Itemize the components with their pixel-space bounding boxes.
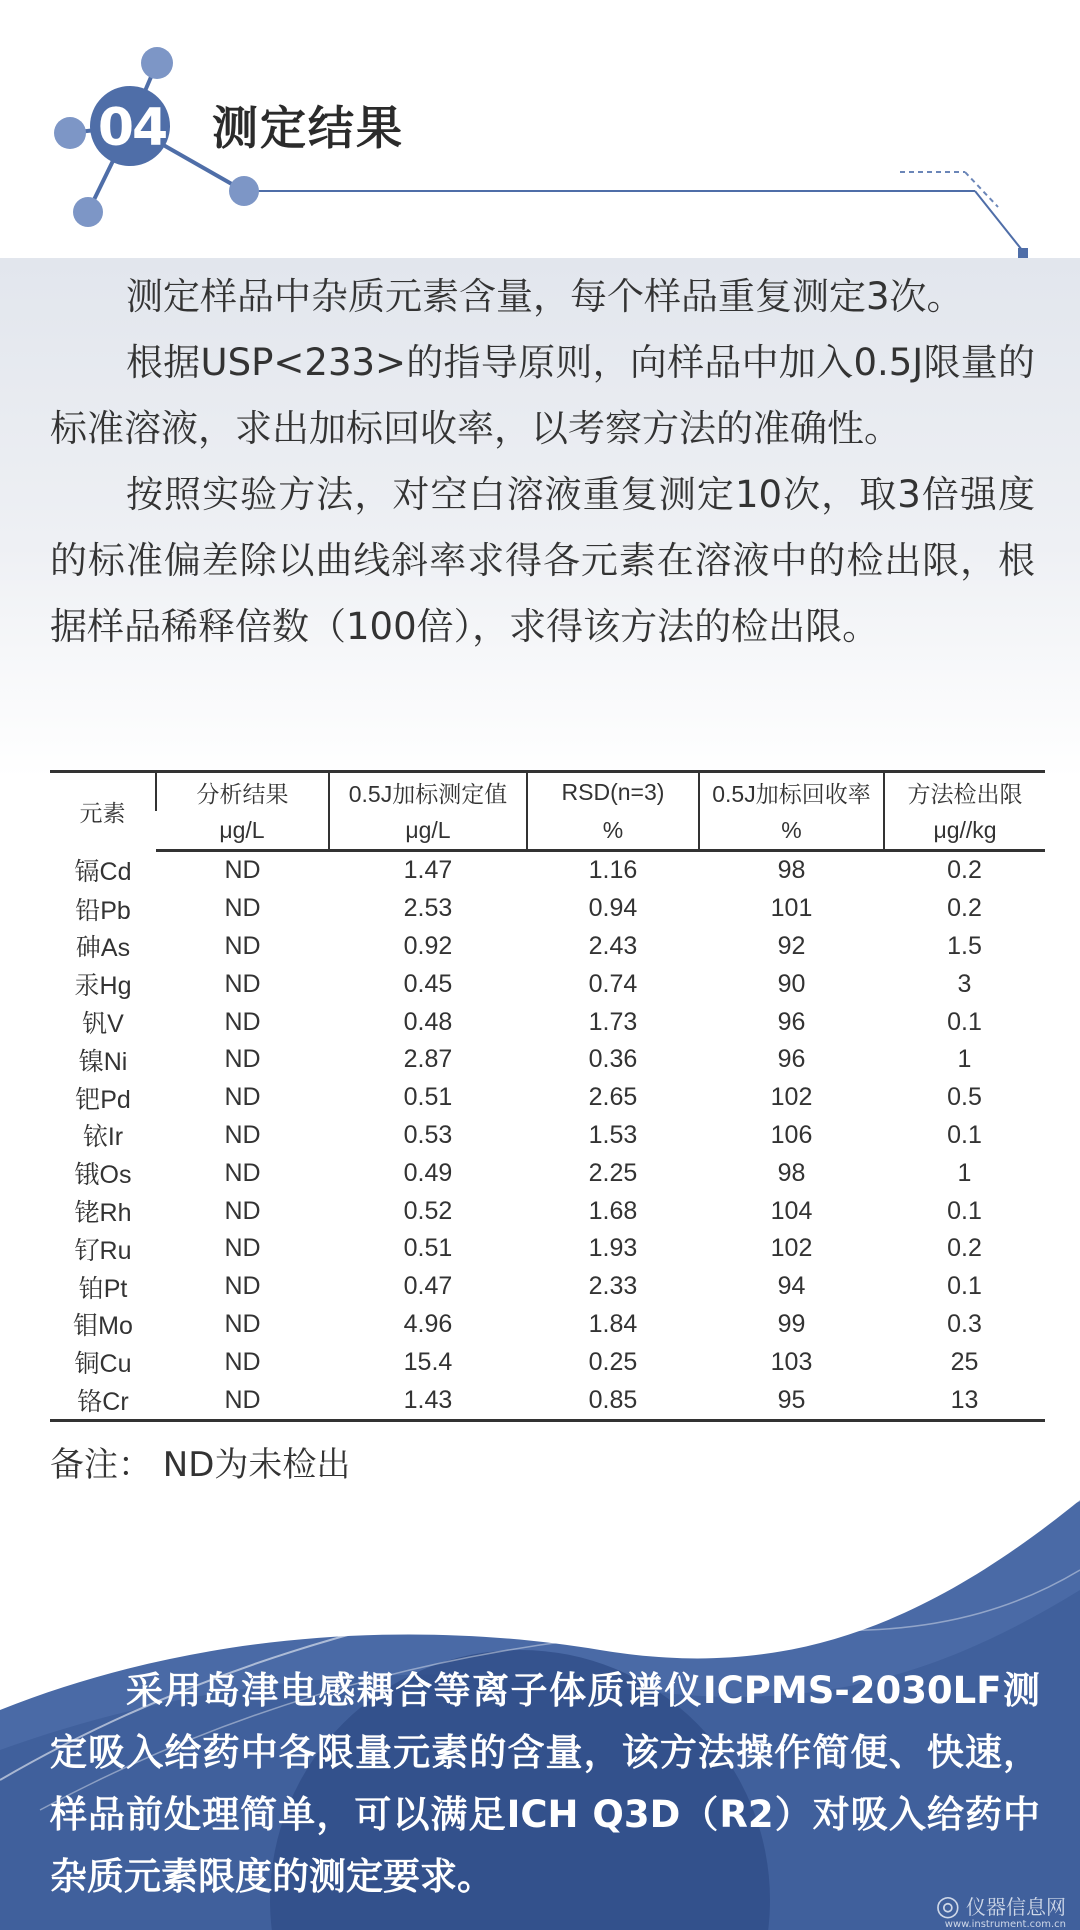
cell-element: 铱Ir <box>82 1123 124 1152</box>
table-row <box>50 928 1045 966</box>
section-title: 测定结果 <box>212 101 404 155</box>
cell-analysis-result: ND <box>224 856 261 885</box>
cell-rsd: 2.33 <box>588 1272 638 1301</box>
unit-rsd: % <box>527 811 699 851</box>
cell-rsd: 1.93 <box>588 1234 638 1263</box>
header-element: 元素 <box>50 772 156 851</box>
cell-detection-limit: 0.1 <box>947 1272 982 1301</box>
cell-recovery: 94 <box>777 1272 806 1301</box>
cell-detection-limit: 0.1 <box>947 1120 982 1149</box>
cell-rsd: 0.36 <box>588 1045 638 1074</box>
watermark-url: www.instrument.com.cn <box>944 1919 1066 1930</box>
unit-detection-limit: μg//kg <box>884 811 1045 851</box>
cell-detection-limit: 1 <box>957 1045 972 1074</box>
cell-analysis-result: ND <box>224 931 261 960</box>
cell-rsd: 1.68 <box>588 1196 638 1225</box>
table-row <box>50 1381 1045 1420</box>
cell-recovery: 103 <box>770 1347 813 1376</box>
cell-spiked-value: 0.51 <box>403 1083 453 1112</box>
cell-element: 汞Hg <box>74 972 132 1001</box>
unit-recovery: % <box>699 811 884 851</box>
cell-rsd: 1.53 <box>588 1120 638 1149</box>
cell-detection-limit: 1.5 <box>947 931 982 960</box>
header-analysis-result: 分析结果 <box>156 772 329 812</box>
cell-detection-limit: 13 <box>884 1381 1045 1420</box>
cell-element: 锇Os <box>74 1161 132 1190</box>
cell-rsd: 0.94 <box>588 894 638 923</box>
header-detection-limit: 方法检出限 <box>884 772 1045 812</box>
cell-element: 铬Cr <box>50 1381 156 1420</box>
table-row <box>50 1003 1045 1041</box>
cell-recovery: 98 <box>777 856 806 885</box>
cell-detection-limit: 25 <box>950 1347 979 1376</box>
cell-spiked-value: 0.49 <box>403 1158 453 1187</box>
cell-recovery: 99 <box>777 1309 806 1338</box>
cell-analysis-result: ND <box>224 969 261 998</box>
cell-analysis-result: ND <box>224 894 261 923</box>
cell-analysis-result: ND <box>156 1381 329 1420</box>
header-rsd: RSD(n=3) <box>527 772 699 812</box>
intro-paragraph: 按照实验方法，对空白溶液重复测定10次，取3倍强度的标准偏差除以曲线斜率求得各元素在溶液中的检出限，根据样品稀释倍数（100倍），求得该方法的检出限。 <box>50 473 1035 648</box>
cell-element: 铅Pb <box>75 896 131 925</box>
table-row <box>50 1343 1045 1381</box>
cell-recovery: 92 <box>777 931 806 960</box>
section-number: 04 <box>97 98 167 158</box>
cell-element: 钌Ru <box>74 1236 132 1265</box>
cell-detection-limit: 0.3 <box>947 1309 982 1338</box>
cell-spiked-value: 15.4 <box>403 1347 453 1376</box>
cell-rsd: 1.84 <box>588 1309 638 1338</box>
cell-recovery: 96 <box>777 1007 806 1036</box>
table-row <box>50 1268 1045 1306</box>
cell-rsd: 2.25 <box>588 1158 638 1187</box>
cell-element: 钒V <box>82 1010 124 1039</box>
cell-detection-limit: 0.2 <box>947 856 982 885</box>
cell-recovery: 104 <box>770 1196 813 1225</box>
cell-recovery: 102 <box>770 1234 813 1263</box>
cell-element: 镉Cd <box>74 858 132 887</box>
cell-element: 砷As <box>75 934 131 963</box>
table-row <box>50 1041 1045 1079</box>
unit-analysis-result: μg/L <box>156 811 329 851</box>
cell-spiked-value: 0.47 <box>403 1272 453 1301</box>
watermark <box>935 1889 1066 1930</box>
cell-rsd: 1.16 <box>588 856 638 885</box>
cell-detection-limit: 0.5 <box>947 1083 982 1112</box>
table-row <box>50 965 1045 1003</box>
table-body <box>50 851 1045 1421</box>
cell-detection-limit: 0.2 <box>947 1234 982 1263</box>
cell-recovery: 106 <box>770 1120 813 1149</box>
cell-analysis-result: ND <box>224 1158 261 1187</box>
cell-spiked-value: 0.92 <box>403 931 453 960</box>
cell-analysis-result: ND <box>224 1007 261 1036</box>
cell-rsd: 1.73 <box>588 1007 638 1036</box>
table-row <box>50 890 1045 928</box>
header-spiked-value: 0.5J加标测定值 <box>329 772 527 812</box>
cell-analysis-result: ND <box>224 1045 261 1074</box>
cell-analysis-result: ND <box>224 1120 261 1149</box>
cell-recovery: 90 <box>777 969 806 998</box>
table-note: 备注： ND为未检出 <box>50 1445 351 1485</box>
section-header <box>0 0 1080 258</box>
cell-detection-limit: 0.1 <box>947 1007 982 1036</box>
cell-recovery: 95 <box>699 1381 884 1420</box>
table-row <box>50 1192 1045 1230</box>
cell-recovery: 98 <box>777 1158 806 1187</box>
cell-analysis-result: ND <box>224 1272 261 1301</box>
cell-element: 铑Rh <box>74 1199 132 1228</box>
cell-rsd: 0.74 <box>588 969 638 998</box>
cell-spiked-value: 1.47 <box>403 856 453 885</box>
cell-rsd: 2.43 <box>588 931 638 960</box>
watermark-name: 仪器信息网 <box>966 1895 1066 1919</box>
cell-rsd: 2.65 <box>588 1083 638 1112</box>
cell-analysis-result: ND <box>224 1309 261 1338</box>
table-row <box>50 1154 1045 1192</box>
header-recovery: 0.5J加标回收率 <box>699 772 884 812</box>
cell-recovery: 102 <box>770 1083 813 1112</box>
cell-spiked-value: 0.45 <box>403 969 453 998</box>
cell-analysis-result: ND <box>224 1347 261 1376</box>
cell-spiked-value: 1.43 <box>329 1381 527 1420</box>
cell-element: 铜Cu <box>74 1350 132 1379</box>
cell-rsd: 0.85 <box>527 1381 699 1420</box>
cell-analysis-result: ND <box>224 1196 261 1225</box>
cell-recovery: 101 <box>770 894 813 923</box>
results-table <box>50 770 1045 1422</box>
cell-element: 铂Pt <box>78 1274 128 1303</box>
cell-spiked-value: 2.53 <box>403 894 453 923</box>
table-row <box>50 1079 1045 1117</box>
cell-spiked-value: 4.96 <box>403 1309 453 1338</box>
conclusion-text: 采用岛津电感耦合等离子体质谱仪ICPMS-2030LF测定吸入给药中各限量元素的含量，该方法操作简便、快速，样品前处理简单，可以满足ICH Q3D（R2）对吸入给药中杂质元素限度的测定要求。 <box>50 1669 1040 1898</box>
cell-analysis-result: ND <box>224 1083 261 1112</box>
unit-spiked-value: μg/L <box>329 811 527 851</box>
table-row <box>50 1306 1045 1344</box>
cell-element: 钼Mo <box>73 1312 133 1341</box>
cell-analysis-result: ND <box>224 1234 261 1263</box>
cell-detection-limit: 3 <box>957 969 972 998</box>
cell-recovery: 96 <box>777 1045 806 1074</box>
cell-element: 镍Ni <box>78 1047 128 1076</box>
cell-spiked-value: 0.53 <box>403 1120 453 1149</box>
cell-detection-limit: 0.1 <box>947 1196 982 1225</box>
intro-text <box>50 264 1035 660</box>
cell-spiked-value: 0.48 <box>403 1007 453 1036</box>
table-row <box>50 1230 1045 1268</box>
cell-detection-limit: 1 <box>957 1158 972 1187</box>
cell-spiked-value: 0.51 <box>403 1234 453 1263</box>
cell-detection-limit: 0.2 <box>947 894 982 923</box>
instrument-logo-icon: ◎ <box>935 1889 960 1922</box>
intro-paragraph: 根据USP<233>的指导原则，向样品中加入0.5J限量的标准溶液，求出加标回收率，以考察方法的准确性。 <box>50 341 1035 450</box>
table-row <box>50 851 1045 890</box>
intro-paragraph: 测定样品中杂质元素含量，每个样品重复测定3次。 <box>126 275 964 318</box>
cell-spiked-value: 0.52 <box>403 1196 453 1225</box>
table-row <box>50 1117 1045 1155</box>
cell-spiked-value: 2.87 <box>403 1045 453 1074</box>
cell-element: 钯Pd <box>75 1085 131 1114</box>
cell-rsd: 0.25 <box>588 1347 638 1376</box>
